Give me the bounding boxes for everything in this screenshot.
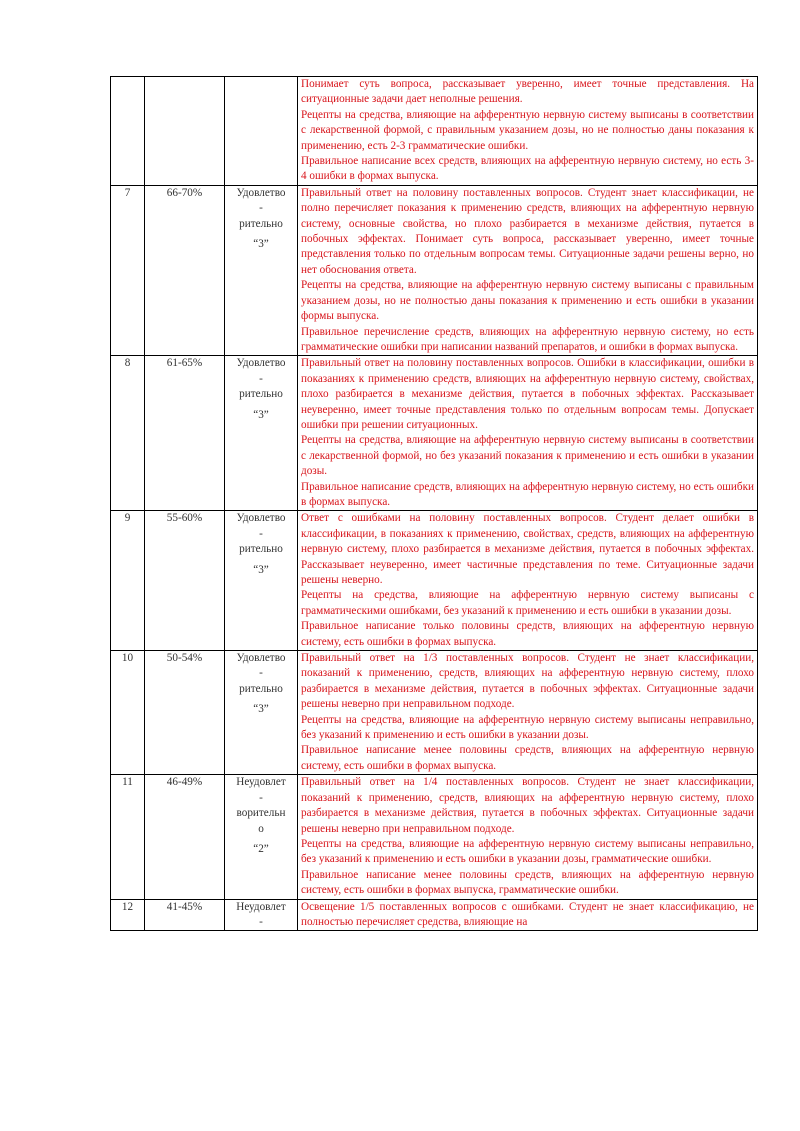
grade-cell (225, 651, 298, 775)
table-row (111, 511, 758, 651)
grade-label-line: о (258, 822, 264, 835)
description-paragraph: Рецепты на средства, влияющие на афферентную нервную систему выписаны неправильно, без указаний к применению и есть ошибки в указании дозы. (301, 713, 754, 742)
table-row (111, 77, 758, 186)
description-paragraph: Рецепты на средства, влияющие на афферентную нервную систему выписаны в соответствии с лекарственной формой, но без указаний показания к применению и есть ошибки в указании дозы. (301, 434, 754, 478)
grade-mark: “3” (253, 238, 269, 251)
grade-label-line: - (259, 791, 263, 804)
grade-label-line: - (259, 527, 263, 540)
grade-label-line: Неудовлет (236, 900, 286, 913)
description-paragraph: Ответ с ошибками на половину поставленных вопросов. Студент делает ошибки в классификации, в показаниях к применению, свойствах, средств, влияющих на афферентную нервную систему, плохо разбирается в механизме действия, путается в побочных эффектах. Рассказывает неуверенно, имеет частичные представления по теме. Ситуационные задачи решены неверно. (301, 512, 754, 586)
row-number-cell (111, 77, 145, 186)
row-number-cell: 7 (111, 185, 145, 355)
description-cell (298, 511, 758, 651)
description-cell (298, 775, 758, 899)
description-paragraph: Правильный ответ на 1/4 поставленных вопросов. Студент не знает классификации, показаний к применению, средств, влияющих на афферентную нервную систему, плохо разбирается в механизме действия, путается в побочных эффектах. Ситуационные задачи решены неверно при неправильном подходе. (301, 776, 754, 835)
grade-label-line: рительно (239, 682, 283, 695)
grade-label-line: Удовлетво (236, 652, 286, 665)
description-paragraph: Правильное перечисление средств, влияющих на афферентную нервную систему, но есть грамматические ошибки при написании названий препаратов, и ошибки в формах выпуска. (301, 325, 754, 353)
grade-label-line: Удовлетво (236, 357, 286, 370)
description-cell (298, 356, 758, 511)
grade-mark: “3” (253, 563, 269, 576)
description-paragraph: Правильное написание только половины средств, влияющих на афферентную нервную систему, есть ошибки в формах выпуска. (301, 620, 754, 648)
grade-label-line: рительно (239, 543, 283, 556)
description-paragraph: Рецепты на средства, влияющие на афферентную нервную систему выписаны с грамматическими ошибками, без указаний к применению и есть ошибки в указании дозы. (301, 589, 754, 617)
description-cell (298, 899, 758, 931)
grade-label-line: - (259, 667, 263, 680)
description-cell (298, 77, 758, 186)
grade-mark: “3” (253, 408, 269, 421)
grading-criteria-table (110, 76, 758, 931)
grade-label-line: Удовлетво (236, 186, 286, 199)
description-paragraph: Рецепты на средства, влияющие на афферентную нервную систему выписаны с правильным указанием дозы, но не полностью даны показания к применению и есть ошибки в указании формы выпуска. (301, 279, 754, 323)
grading-table-body (111, 77, 758, 931)
row-number-cell: 10 (111, 651, 145, 775)
row-number-cell: 12 (111, 899, 145, 931)
grade-label-line: ворительн (236, 807, 286, 820)
description-paragraph: Правильное написание менее половины средств, влияющих на афферентную нервную систему, есть ошибки в формах выпуска, грамматические ошибки. (301, 868, 754, 897)
table-row (111, 775, 758, 899)
description-paragraph: Рецепты на средства, влияющие на афферентную нервную систему выписаны неправильно, без указаний к применению и есть ошибки в указании дозы, грамматические ошибки. (301, 837, 754, 866)
description-paragraph: Правильное написание всех средств, влияющих на афферентную нервную систему, но есть 3-4 ошибки в формах выпуска. (301, 155, 754, 183)
table-row (111, 356, 758, 511)
row-number-cell: 11 (111, 775, 145, 899)
description-paragraph: Правильный ответ на половину поставленных вопросов. Студент знает классификации, не полно перечисляет показания к применению средств, влияющих на афферентную нервную систему, основные свойства, но плохо разбирается в механизме действия, путается в побочных эффектах. Понимает суть вопроса, рассказывает уверенно, имеет точные представления только по отдельным вопросам темы. Ситуационные задачи решены верно, но нет обоснования ответа. (301, 186, 754, 276)
row-number-cell: 9 (111, 511, 145, 651)
grade-label-line: рительно (239, 388, 283, 401)
row-number-cell: 8 (111, 356, 145, 511)
grade-cell (225, 185, 298, 355)
table-row (111, 899, 758, 931)
description-paragraph: Рецепты на средства, влияющие на афферентную нервную систему выписаны в соответствии с лекарственной формой, с правильным указанием дозы, но не полностью даны показания к применению, есть 2-3 грамматические ошибки. (301, 108, 754, 152)
grade-cell (225, 77, 298, 186)
description-paragraph: Правильное написание менее половины средств, влияющих на афферентную нервную систему, есть ошибки в формах выпуска. (301, 744, 754, 772)
description-paragraph: Правильный ответ на 1/3 поставленных вопросов. Студент не знает классификации, показаний к применению, средств, влияющих на афферентную нервную систему, плохо разбирается в механизме действия, путается в побочных эффектах. Ситуационные задачи решены неверно при неправильном подходе. (301, 652, 754, 711)
percent-cell (145, 77, 225, 186)
description-cell (298, 185, 758, 355)
grade-label-line: - (259, 372, 263, 385)
description-cell (298, 651, 758, 775)
grade-label-line: Неудовлет (236, 776, 286, 789)
grade-mark: “2” (253, 842, 269, 855)
grade-label-line: Удовлетво (236, 512, 286, 525)
description-paragraph: Правильный ответ на половину поставленных вопросов. Ошибки в классификации, ошибки в показаниях к применению средств, влияющих на афферентную нервную систему, свойствах, плохо разбирается в механизме действия, путается в побочных эффектах. Рассказывает неуверенно, имеет точные представления только по отдельным вопросам темы. Допускает ошибки при решении ситуационных. (301, 357, 754, 431)
percent-cell: 46-49% (145, 775, 225, 899)
table-row (111, 651, 758, 775)
percent-cell: 61-65% (145, 356, 225, 511)
grade-label-line: - (259, 915, 263, 928)
percent-cell: 41-45% (145, 899, 225, 931)
grade-label-line: - (259, 202, 263, 215)
description-paragraph: Понимает суть вопроса, рассказывает уверенно, имеет точные представления. На ситуационные задачи дает неполные решения. (301, 78, 754, 106)
percent-cell: 66-70% (145, 185, 225, 355)
grade-cell (225, 356, 298, 511)
description-paragraph: Освещение 1/5 поставленных вопросов с ошибками. Студент не знает классификацию, не полностью перечисляет средства, влияющие на (301, 900, 754, 928)
description-paragraph: Правильное написание средств, влияющих на афферентную нервную систему, но есть ошибки в формах выпуска. (301, 480, 754, 508)
percent-cell: 50-54% (145, 651, 225, 775)
table-row (111, 185, 758, 355)
grade-cell (225, 511, 298, 651)
grade-label-line: рительно (239, 217, 283, 230)
percent-cell: 55-60% (145, 511, 225, 651)
grade-cell (225, 899, 298, 931)
grade-mark: “3” (253, 703, 269, 716)
grade-cell (225, 775, 298, 899)
